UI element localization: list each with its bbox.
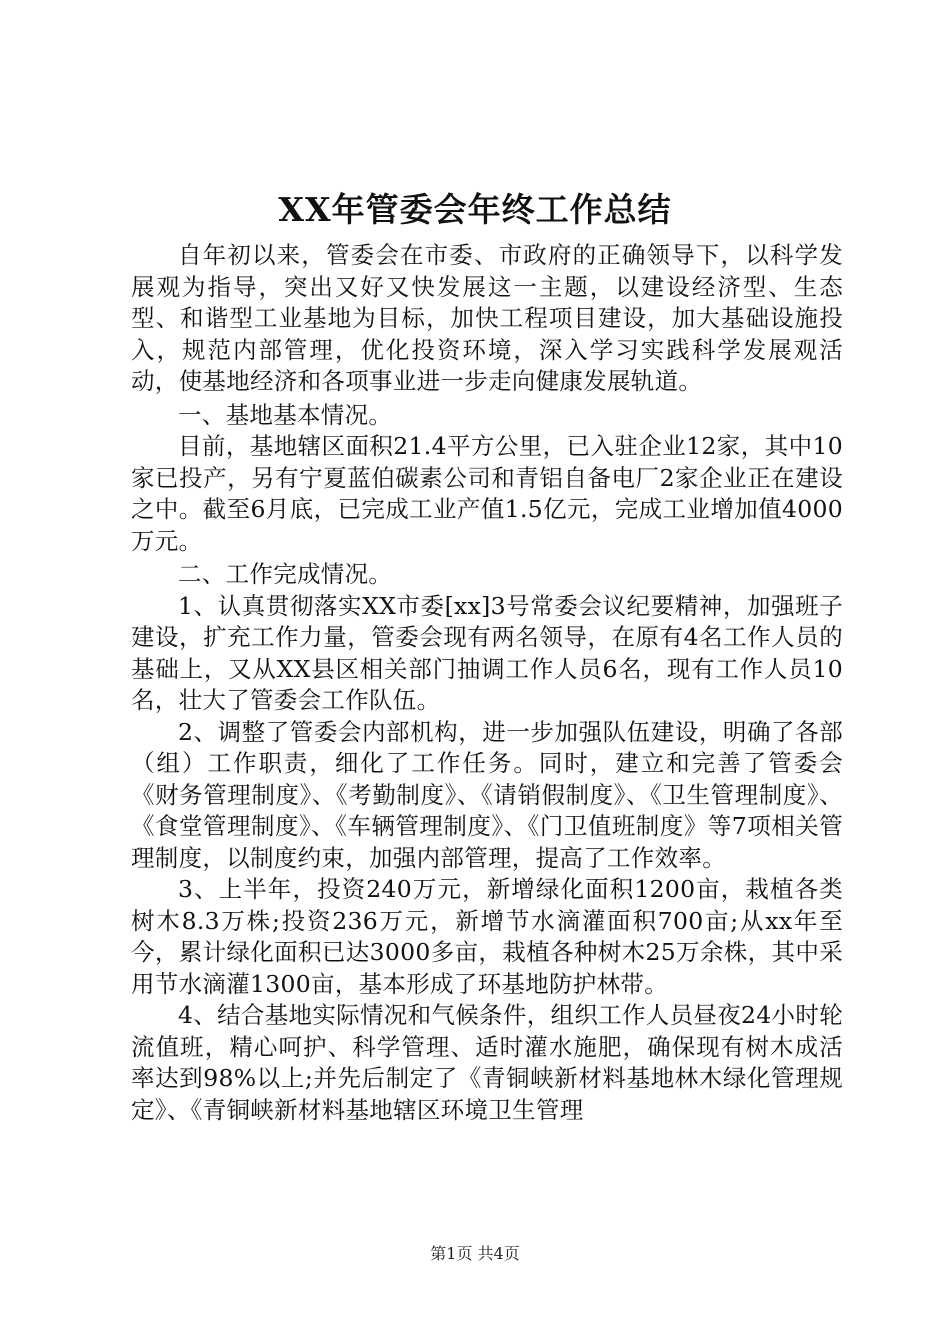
page-footer: 第1页 共4页 (430, 1244, 520, 1263)
document-body (131, 240, 843, 1126)
paragraph-item-4: 4、结合基地实际情况和气候条件，组织工作人员昼夜24小时轮流值班，精心呵护、科学管理、适时灌水施肥，确保现有树木成活率达到98%以上;并先后制定了《青铜峡新材料基地林木绿化管理规定》、《青铜峡新材料基地辖区环境卫生管理 (131, 1001, 843, 1124)
section-heading-work-completion: 二、工作完成情况。 (178, 560, 393, 588)
paragraph-item-1: 1、认真贯彻落实XX市委[xx]3号常委会议纪要精神，加强班子建设，扩充工作力量，管委会现有两名领导，在原有4名工作人员的基础上，又从XX县区相关部门抽调工作人员6名，现有工作人员10名，壮大了管委会工作队伍。 (131, 591, 843, 714)
paragraph-intro: 自年初以来，管委会在市委、市政府的正确领导下，以科学发展观为指导，突出又好又快发展这一主题，以建设经济型、生态型、和谐型工业基地为目标，加快工程项目建设，加大基础设施投入，规范内部管理，优化投资环境，深入学习实践科学发展观活动，使基地经济和各项事业进一步走向健康发展轨道。 (131, 241, 843, 395)
paragraph-basic-info: 目前，基地辖区面积21.4平方公里，已入驻企业12家，其中10家已投产，另有宁夏蓝伯碳素公司和青铝自备电厂2家企业正在建设之中。截至6月底，已完成工业产值1.5亿元，完成工业增加值4000万元。 (131, 432, 843, 555)
document-title: XX年管委会年终工作总结 (278, 190, 672, 229)
paragraph-item-2: 2、调整了管委会内部机构，进一步加强队伍建设，明确了各部（组）工作职责，细化了工作任务。同时，建立和完善了管委会《财务管理制度》、《考勤制度》、《请销假制度》、《卫生管理制度》、《食堂管理制度》、《车辆管理制度》、《门卫值班制度》等7项相关管理制度，以制度约束，加强内部管理，提高了工作效率。 (131, 717, 843, 872)
section-heading-basic-info: 一、基地基本情况。 (178, 400, 393, 429)
paragraph-item-3: 3、上半年，投资240万元，新增绿化面积1200亩，栽植各类树木8.3万株;投资236万元，新增节水滴灌面积700亩;从xx年至今，累计绿化面积已达3000多亩，栽植各种树木25万余株，其中采用节水滴灌1300亩，基本形成了环基地防护林带。 (131, 875, 843, 998)
